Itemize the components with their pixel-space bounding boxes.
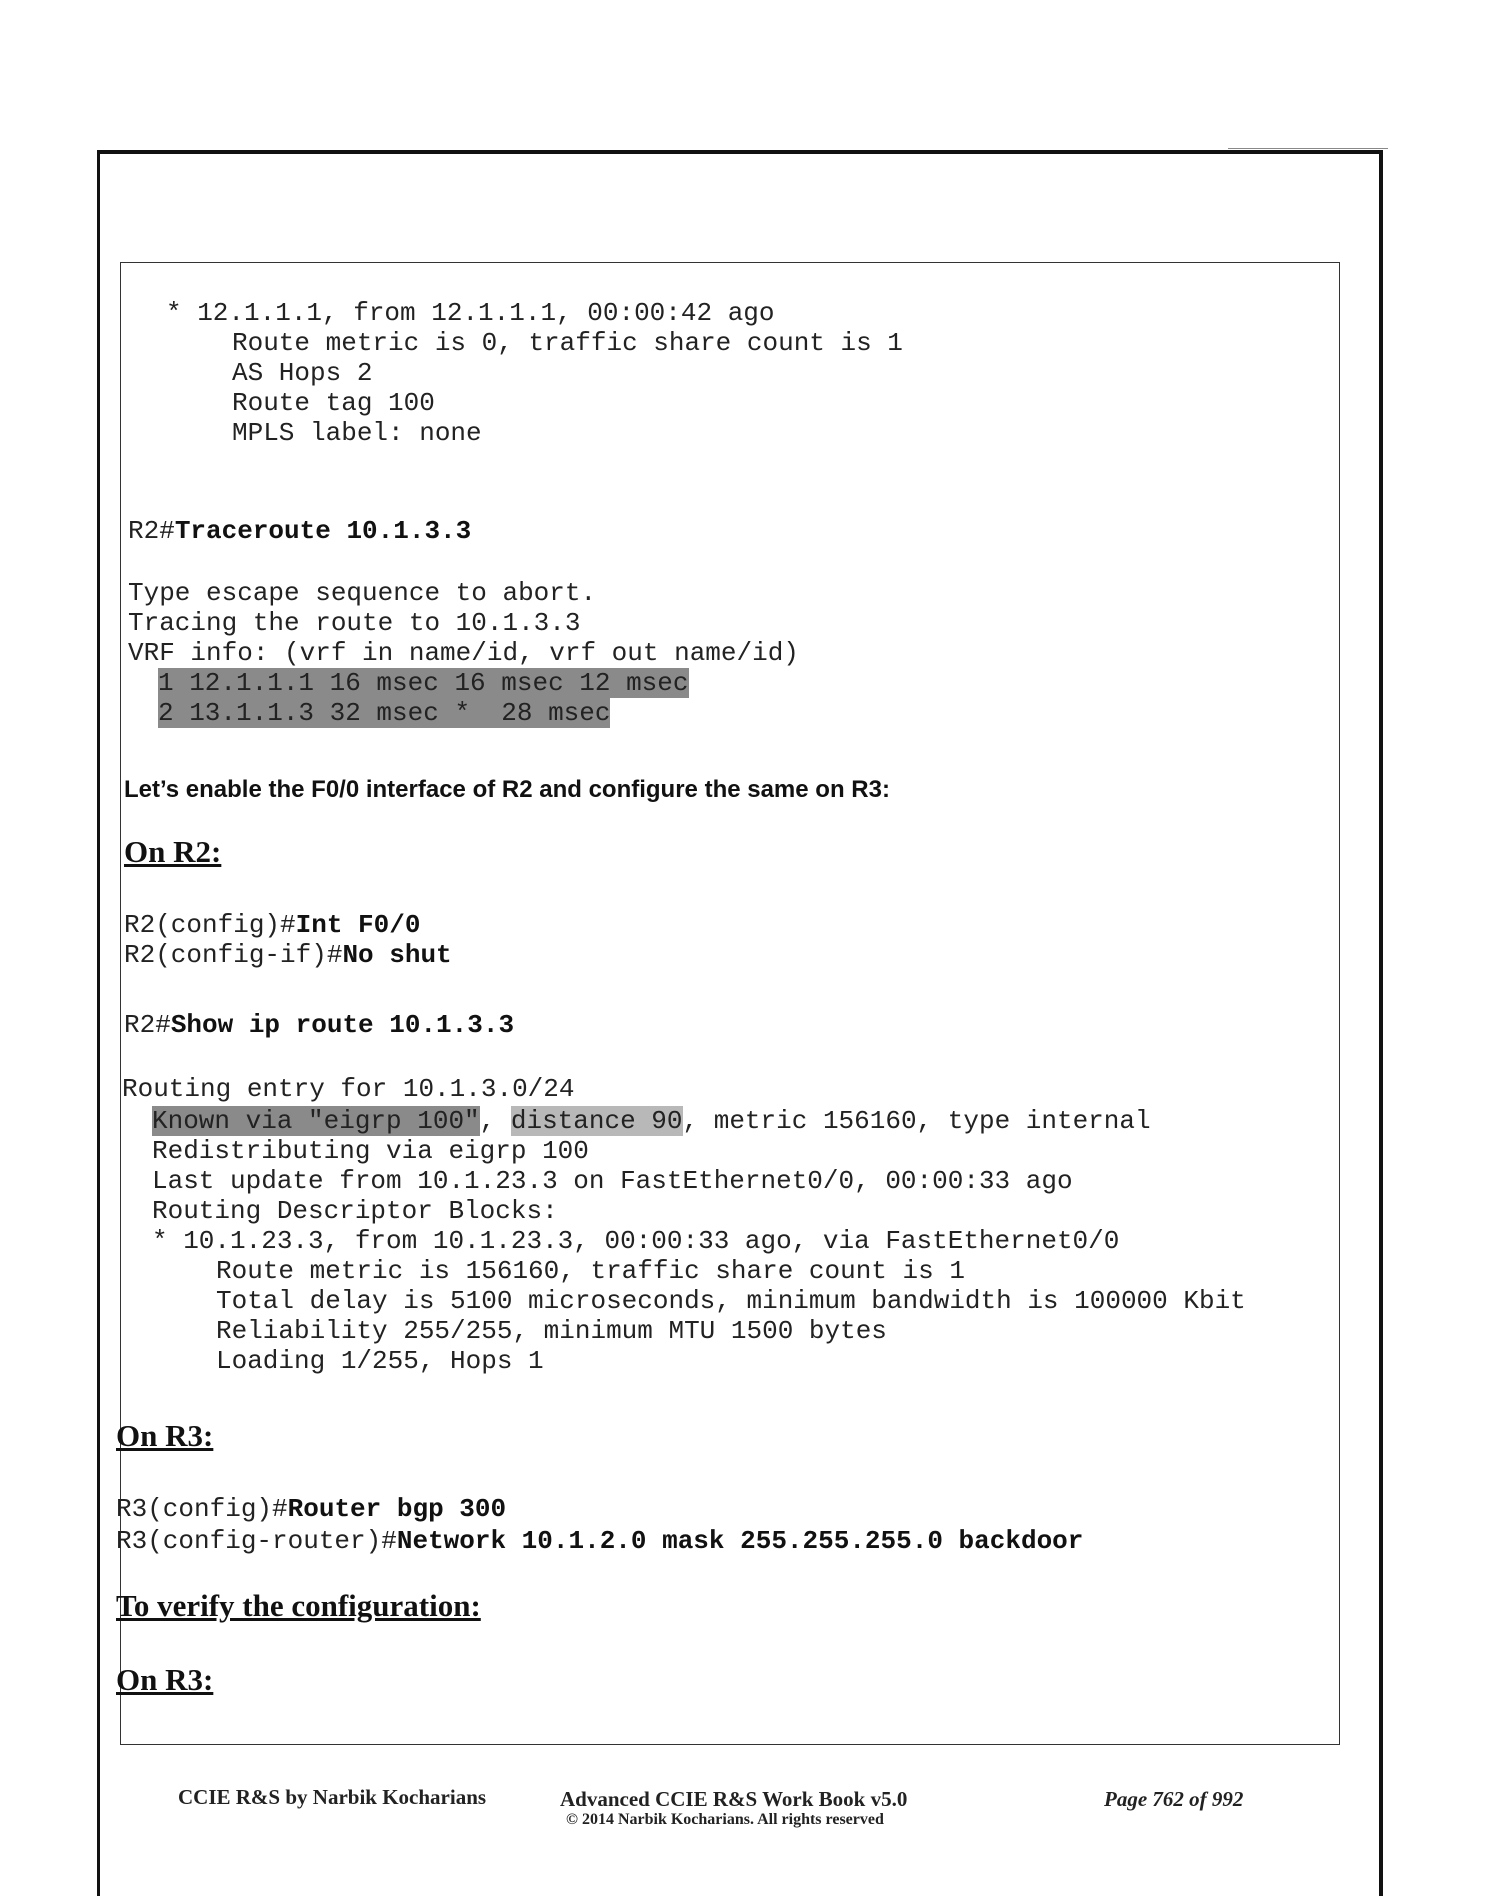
config-line xyxy=(124,910,420,940)
known-via-line xyxy=(152,1106,1151,1136)
route-info-line: Last update from 10.1.23.3 on FastEthernet0/0, 00:00:33 ago xyxy=(152,1166,1073,1196)
route-detail-line: * 12.1.1.1, from 12.1.1.1, 00:00:42 ago xyxy=(166,298,775,328)
command: Traceroute 10.1.3.3 xyxy=(174,516,472,546)
traceroute-command xyxy=(128,516,471,546)
traceroute-hop-highlighted: 1 12.1.1.1 16 msec 16 msec 12 msec xyxy=(158,668,689,698)
prompt: R2(config-if)# xyxy=(124,940,343,970)
section-heading-on-r3-verify: On R3: xyxy=(116,1662,214,1697)
route-detail-line: Route metric is 156160, traffic share count is 1 xyxy=(216,1256,965,1286)
route-info-line: Redistributing via eigrp 100 xyxy=(152,1136,589,1166)
route-info-line: * 10.1.23.3, from 10.1.23.3, 00:00:33 ago, via FastEthernet0/0 xyxy=(152,1226,1120,1256)
config-line xyxy=(116,1526,1083,1556)
route-info-line: Routing Descriptor Blocks: xyxy=(152,1196,558,1226)
traceroute-output: VRF info: (vrf in name/id, vrf out name/id) xyxy=(128,638,799,668)
route-detail-line: Total delay is 5100 microseconds, minimum bandwidth is 100000 Kbit xyxy=(216,1286,1246,1316)
traceroute-output: Type escape sequence to abort. xyxy=(128,578,597,608)
route-detail-line: Route tag 100 xyxy=(232,388,435,418)
route-detail-line: MPLS label: none xyxy=(232,418,482,448)
footer-copyright: © 2014 Narbik Kocharians. All rights reserved xyxy=(566,1811,884,1828)
command: Network 10.1.2.0 mask 255.255.255.0 backdoor xyxy=(396,1526,1084,1556)
route-metric-text: , metric 156160, type internal xyxy=(682,1106,1151,1136)
known-via-highlight: Known via "eigrp 100" xyxy=(152,1106,480,1136)
instruction-text: Let’s enable the F0/0 interface of R2 and configure the same on R3: xyxy=(124,776,890,803)
route-detail-line: Reliability 255/255, minimum MTU 1500 bytes xyxy=(216,1316,887,1346)
route-detail-line: Route metric is 0, traffic share count is 1 xyxy=(232,328,903,358)
section-heading-on-r3: On R3: xyxy=(116,1418,214,1453)
command: Show ip route 10.1.3.3 xyxy=(170,1010,515,1040)
config-line xyxy=(116,1494,506,1524)
route-detail-line: Loading 1/255, Hops 1 xyxy=(216,1346,544,1376)
show-route-command xyxy=(124,1010,514,1040)
top-rule xyxy=(1228,148,1388,149)
command: No shut xyxy=(342,940,452,970)
traceroute-output: Tracing the route to 10.1.3.3 xyxy=(128,608,581,638)
footer-author: CCIE R&S by Narbik Kocharians xyxy=(178,1785,487,1809)
route-detail-line: AS Hops 2 xyxy=(232,358,373,388)
footer-page-number: Page 762 of 992 xyxy=(1104,1787,1244,1811)
separator: , xyxy=(479,1106,496,1136)
prompt: R3(config)# xyxy=(116,1494,288,1524)
section-heading-verify: To verify the configuration: xyxy=(116,1588,481,1623)
config-line xyxy=(124,940,452,970)
prompt: R3(config-router)# xyxy=(116,1526,397,1556)
routing-entry-line: Routing entry for 10.1.3.0/24 xyxy=(122,1074,575,1104)
prompt: R2# xyxy=(128,516,175,546)
section-heading-on-r2: On R2: xyxy=(124,834,222,869)
prompt: R2# xyxy=(124,1010,171,1040)
command: Router bgp 300 xyxy=(287,1494,507,1524)
traceroute-hop-highlighted: 2 13.1.1.3 32 msec * 28 msec xyxy=(158,698,611,728)
prompt: R2(config)# xyxy=(124,910,296,940)
command: Int F0/0 xyxy=(295,910,421,940)
footer-book-title: Advanced CCIE R&S Work Book v5.0 xyxy=(560,1787,908,1811)
distance-highlight: distance 90 xyxy=(510,1106,683,1136)
